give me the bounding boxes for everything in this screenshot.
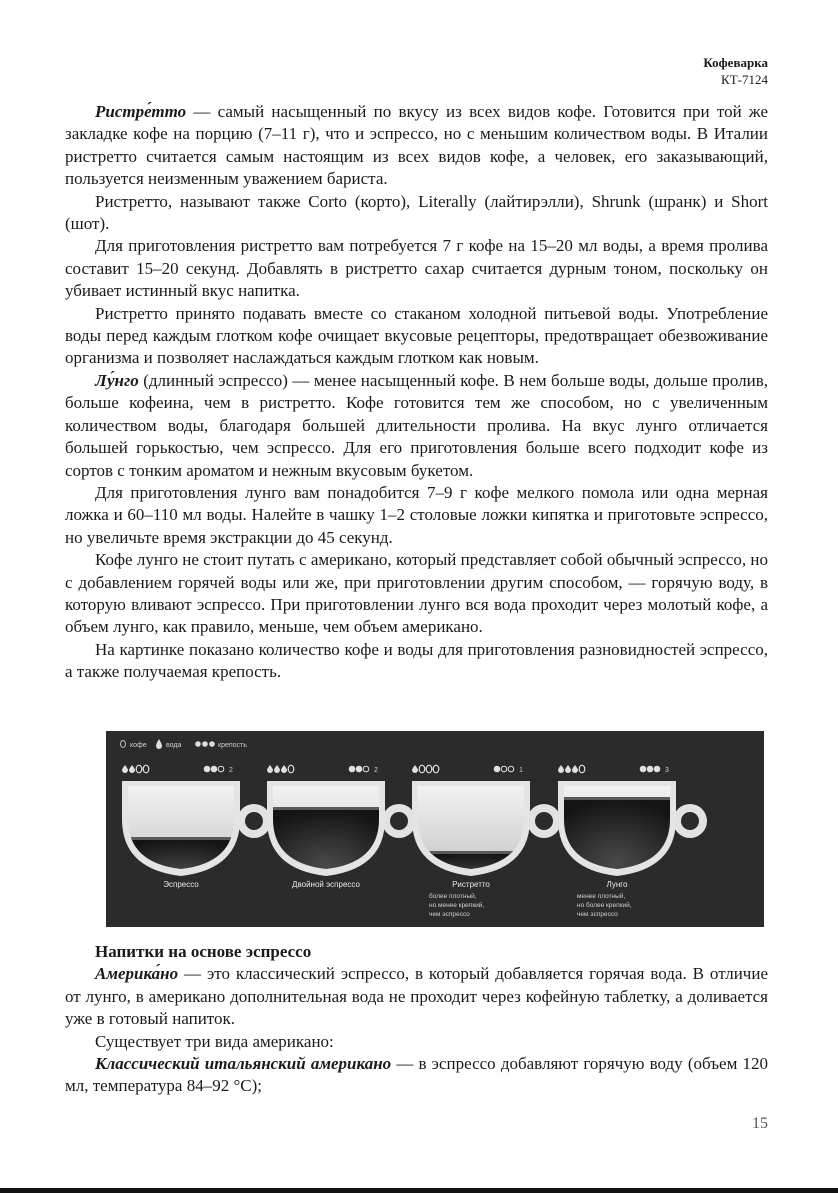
top-paragraph — [65, 191, 768, 236]
water-drop-icon — [565, 765, 571, 773]
cup-note: более плотный, — [429, 893, 477, 900]
paragraph-text: Кофе лунго не стоит путать с американо, который представляет собой обычный эспрессо, но с добавлением горячей воды или же, при приготовлении другим способом, — горячую воду, в которую вливают эспрессо. При приготовлении лунго вся вода проходит через молотый кофе, а объем лунго, как правило, меньше, чем объем американо. — [65, 550, 768, 637]
strength-dot-icon — [211, 766, 217, 772]
cup-note: но менее крепкий, — [429, 902, 485, 909]
cup-label: Ристретто — [452, 880, 490, 889]
strength-dot-icon — [204, 766, 210, 772]
strength-dot-icon — [647, 766, 653, 772]
crema-line — [273, 807, 379, 810]
bottom-paragraph — [65, 963, 768, 1030]
strength-dot-icon — [209, 741, 215, 747]
water-drop-icon — [281, 765, 287, 773]
paragraph-text: Для приготовления лунго вам понадобится 7–9 г кофе мелкого помола или одна мерная ложка и 60–110 мл воды. Налейте в чашку 1–2 столовые ложки кипятка и приготовьте эспрессо, но увеличьте время экстракции до 45 секунд. — [65, 482, 768, 547]
strength-dot-icon — [508, 766, 514, 772]
coffee-bean-icon — [433, 765, 439, 773]
coffee-bean-icon — [419, 765, 425, 773]
water-drop-icon — [412, 765, 418, 773]
strength-dot-icon — [494, 766, 500, 772]
strength-dot-icon — [195, 741, 201, 747]
cup-note: чем эспрессо — [577, 911, 618, 918]
coffee-bean-icon — [143, 765, 149, 773]
bottom-paragraph — [65, 1031, 768, 1053]
top-paragraph — [65, 549, 768, 639]
cup-label: Лунго — [606, 880, 628, 889]
crema-line — [418, 851, 524, 854]
body-text-bottom — [65, 941, 768, 1098]
term: Ристре́тто — [95, 102, 187, 121]
bottom-paragraph — [65, 1053, 768, 1098]
cup-handle-hole — [681, 812, 699, 830]
strength-dot-icon — [654, 766, 660, 772]
strength-dot-icon — [356, 766, 362, 772]
water-drop-icon — [267, 765, 273, 773]
coffee-bean-icon — [426, 765, 432, 773]
cup-handle-hole — [390, 812, 408, 830]
water-drop-icon — [156, 739, 162, 749]
water-drop-icon — [274, 765, 280, 773]
page-number: 15 — [752, 1115, 768, 1132]
top-paragraph — [65, 370, 768, 482]
strength-dot-icon — [202, 741, 208, 747]
header-title: Кофеварка — [703, 55, 768, 70]
strength-value: 2 — [374, 767, 378, 774]
coffee-bean-icon — [136, 765, 142, 773]
cup-note: чем эспрессо — [429, 911, 470, 918]
top-paragraph — [65, 303, 768, 370]
paragraph-text: (длинный эспрессо) — менее насыщенный кофе. В нем больше воды, дольше пролив, больше кофеина, чем в ристретто. Кофе готовится тем же способом, но с увеличенным количеством воды, благодаря большей длительности пролива. На вкус лунго отличается большей горькостью, чем эспрессо. Для его приготовления больше всего подходит кофе из сортов с тонким ароматом и нежным вкусовым букетом. — [65, 370, 768, 480]
paragraph-text: Ристретто принято подавать вместе со стаканом холодной питьевой воды. Употребление воды перед каждым глотком кофе очищает вкусовые рецепторы, предотвращает обезвоживание организма и позволяет наслаждаться каждым глотком как новым. — [65, 303, 768, 368]
coffee-bean-icon — [579, 765, 585, 773]
header-model: КТ-7124 — [721, 72, 768, 87]
cup-handle-hole — [535, 812, 553, 830]
paragraph-text: Ристретто, называют также Corto (корто), Literally (лайтирэлли), Shrunk (шранк) и Short (шот). — [65, 191, 768, 234]
crema-line — [564, 797, 670, 800]
paragraph-text: — это классический эспрессо, в который добавляется горячая вода. В отличие от лунго, в американо дополнительная вода не проходит через кофейную таблетку, а доливается уже в готовый напиток. — [65, 964, 768, 1029]
water-drop-icon — [122, 765, 128, 773]
top-paragraph — [65, 235, 768, 302]
crema-line — [128, 837, 234, 840]
coffee-figure — [106, 731, 764, 927]
cup-label: Двойной эспрессо — [292, 880, 360, 889]
top-paragraph — [65, 101, 768, 191]
strength-value: 1 — [519, 767, 523, 774]
cup-label: Эспрессо — [163, 880, 199, 889]
top-paragraph — [65, 482, 768, 549]
paragraph-text: Для приготовления ристретто вам потребуется 7 г кофе на 15–20 мл воды, а время пролива составит 15–20 секунд. Добавлять в ристретто сахар считается дурным тоном, поскольку он убивает истинный вкус напитка. — [65, 236, 768, 301]
section-heading: Напитки на основе эспрессо — [95, 942, 312, 961]
strength-dot-icon — [218, 766, 224, 772]
cup-handle-hole — [245, 812, 263, 830]
term: Америка́но — [95, 964, 179, 984]
coffee-fill — [267, 809, 385, 891]
coffee-fill — [558, 799, 676, 891]
paragraph-text: На картинке показано количество кофе и воды для приготовления разновидностей эспрессо, а также получаемая крепость. — [65, 639, 768, 682]
term: Лу́нго — [95, 370, 139, 390]
strength-dot-icon — [363, 766, 369, 772]
legend-coffee: кофе — [130, 742, 147, 749]
paragraph-text: — самый насыщенный по вкусу из всех видов кофе. Готовится при той же закладке кофе на порцию (7–11 г), что и эспрессо, но с меньшим количеством воды. В Италии ристретто считается самым настоящим из всех видов кофе, а человек, его заказывающий, пользуется неизменным уважением бариста. — [65, 102, 768, 189]
strength-value: 3 — [665, 767, 669, 774]
cup-note: менее плотный, — [577, 893, 626, 900]
cup-note: но более крепкий, — [577, 902, 632, 909]
legend-water: вода — [166, 742, 182, 749]
paragraphs-top — [65, 101, 768, 684]
top-paragraph — [65, 639, 768, 684]
bottom-rule — [0, 1188, 838, 1193]
coffee-bean-icon — [288, 765, 294, 773]
water-drop-icon — [129, 765, 135, 773]
paragraph-text: — в эспрессо добавляют горячую воду (объем 120 мл, температура 84–92 °С); — [65, 1054, 768, 1096]
figure-svg — [106, 731, 764, 927]
water-drop-icon — [558, 765, 564, 773]
strength-dot-icon — [501, 766, 507, 772]
paragraph-text: Существует три вида американо: — [95, 1031, 334, 1051]
paragraphs-bottom — [65, 963, 768, 1097]
water-drop-icon — [572, 765, 578, 773]
strength-dot-icon — [640, 766, 646, 772]
page-header — [703, 54, 768, 88]
legend-strength: крепость — [218, 742, 247, 749]
body-text — [65, 101, 768, 684]
strength-value: 2 — [229, 767, 233, 774]
term: Классический итальянский американо — [95, 1054, 392, 1074]
strength-dot-icon — [349, 766, 355, 772]
coffee-bean-icon — [121, 741, 126, 748]
